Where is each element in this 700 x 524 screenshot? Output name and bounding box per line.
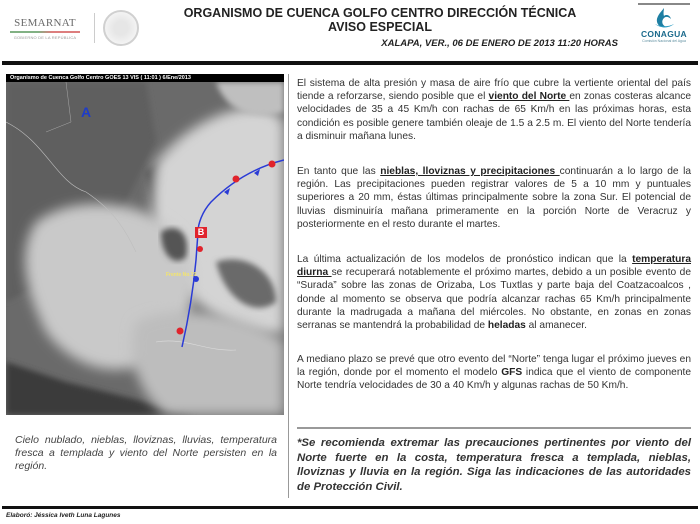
warm-front-marker [197,246,203,252]
text-segment: A mediano plazo se prevé que otro evento del “Norte” tenga lugar el próximo jueves en la región, donde por el momento el modelo [297,354,691,379]
text-segment: indica que el viento de componente Norte tendría velocidades de 30 a 40 Km/h y algunas rachas de 50 Km/h. [297,367,692,392]
recommendation-rule [297,427,691,429]
warm-front-marker [233,176,240,183]
national-seal-icon [103,10,139,46]
semarnat-name: SEMARNAT [14,16,76,29]
highlight-nieblas: nieblas, lloviznas y precipitaciones [380,166,560,177]
conagua-logo [632,3,696,57]
paragraph-outlook [297,353,691,393]
text-segment: En tanto que las [297,166,381,177]
satellite-caption: Organismo de Cuenca Golfo Centro GOES 13 VIS ( 11:01 ) 6/Ene/2013 [6,74,284,82]
conagua-name: CONAGUA [640,29,687,39]
text-segment: continuarán a lo largo de la región. Las precipitaciones pueden registrar valores de 5 a 10 mm y puntuales superiores a 20 mm, éstas últimas principalmente sobre la zona Sur. El potencial de lluvias disminuiría mañana primeramente en la porción Norte de Veracruz y posteriormente en el resto durante el martes. [297,166,691,230]
document-title [160,6,600,34]
recommendation-text: *Se recomienda extremar las precauciones pertinentes por viento del Norte fuerte en la costa, temperatura fresca a templada, nieblas, lloviznas y lluvia en la región. Siga las indicaciones de las autoridades de Protección Civil. [297,437,691,493]
warm-front-marker [269,161,276,168]
highlight-heladas: heladas [487,320,526,332]
semarnat-logo [4,4,154,52]
text-segment: se recuperará notablemente el próximo martes, debido a un posible evento de “Surada” sobre las zonas de Orizaba, Los Tuxtlas y parte baja del Coatzacoalcos , donde al momento se observa que podría alcanzar rachas 65 Km/h principalmente durante la madrugada a mañana del miércoles. No obstante, en zonas en zonas serranas se mantendrá la probabilidad de [297,267,691,332]
title-notice-type: AVISO ESPECIAL [328,20,432,34]
conagua-subtitle: Comisión Nacional del Agua [642,39,686,43]
low-pressure-label: B [195,227,207,238]
header-rule [2,61,698,65]
semarnat-color-bar [10,31,80,33]
footer-rule [2,506,698,509]
column-divider [288,74,289,498]
satellite-map [6,82,284,415]
text-segment: al amanecer. [525,320,587,332]
conagua-top-bar [638,3,690,5]
text-segment: La última actualización de los modelos de pronóstico indican que la [297,254,633,265]
text-segment: en zonas costeras alcance velocidades de 35 a 45 Km/h con rachas de 65 Km/h en las próximas horas, esta condición es posible genere también oleaje de 1.5 a 2.5 m. El viento del Norte tendería a disminuir mañana lunes. [297,91,691,142]
highlight-temperatura: temperatura diurna [297,254,691,279]
warm-front-marker [177,328,184,335]
satellite-image [6,74,284,415]
paragraph-temperature [297,253,691,332]
title-organization: ORGANISMO DE CUENCA GOLFO CENTRO DIRECCIÓN TÉCNICA [183,6,577,20]
paragraph-wind [297,77,691,143]
author-credit: Elaboró: Jéssica Iveth Luna Lagunes [6,512,121,519]
water-wave-icon [652,7,676,29]
semarnat-wordmark [4,17,86,40]
front-label: Frente No.19 [166,272,197,278]
high-pressure-label: A [81,104,92,120]
issue-date: XALAPA, VER., 06 DE ENERO DE 2013 11:20 HORAS [381,38,618,49]
semarnat-subtitle: GOBIERNO DE LA REPÚBLICA [13,34,77,40]
paragraph-precipitation [297,165,691,231]
image-caption: Cielo nublado, nieblas, lloviznas, lluvias, temperatura fresca a templada y viento del Norte persisten en la región. [15,434,277,472]
text-segment: El sistema de alta presión y masa de aire frío que cubre la vertiente oriental del país tiende a reforzarse, siendo posible que el [297,78,691,103]
logo-divider [94,13,95,43]
highlight-viento-norte: viento del Norte [488,91,570,103]
highlight-gfs: GFS [501,367,523,379]
